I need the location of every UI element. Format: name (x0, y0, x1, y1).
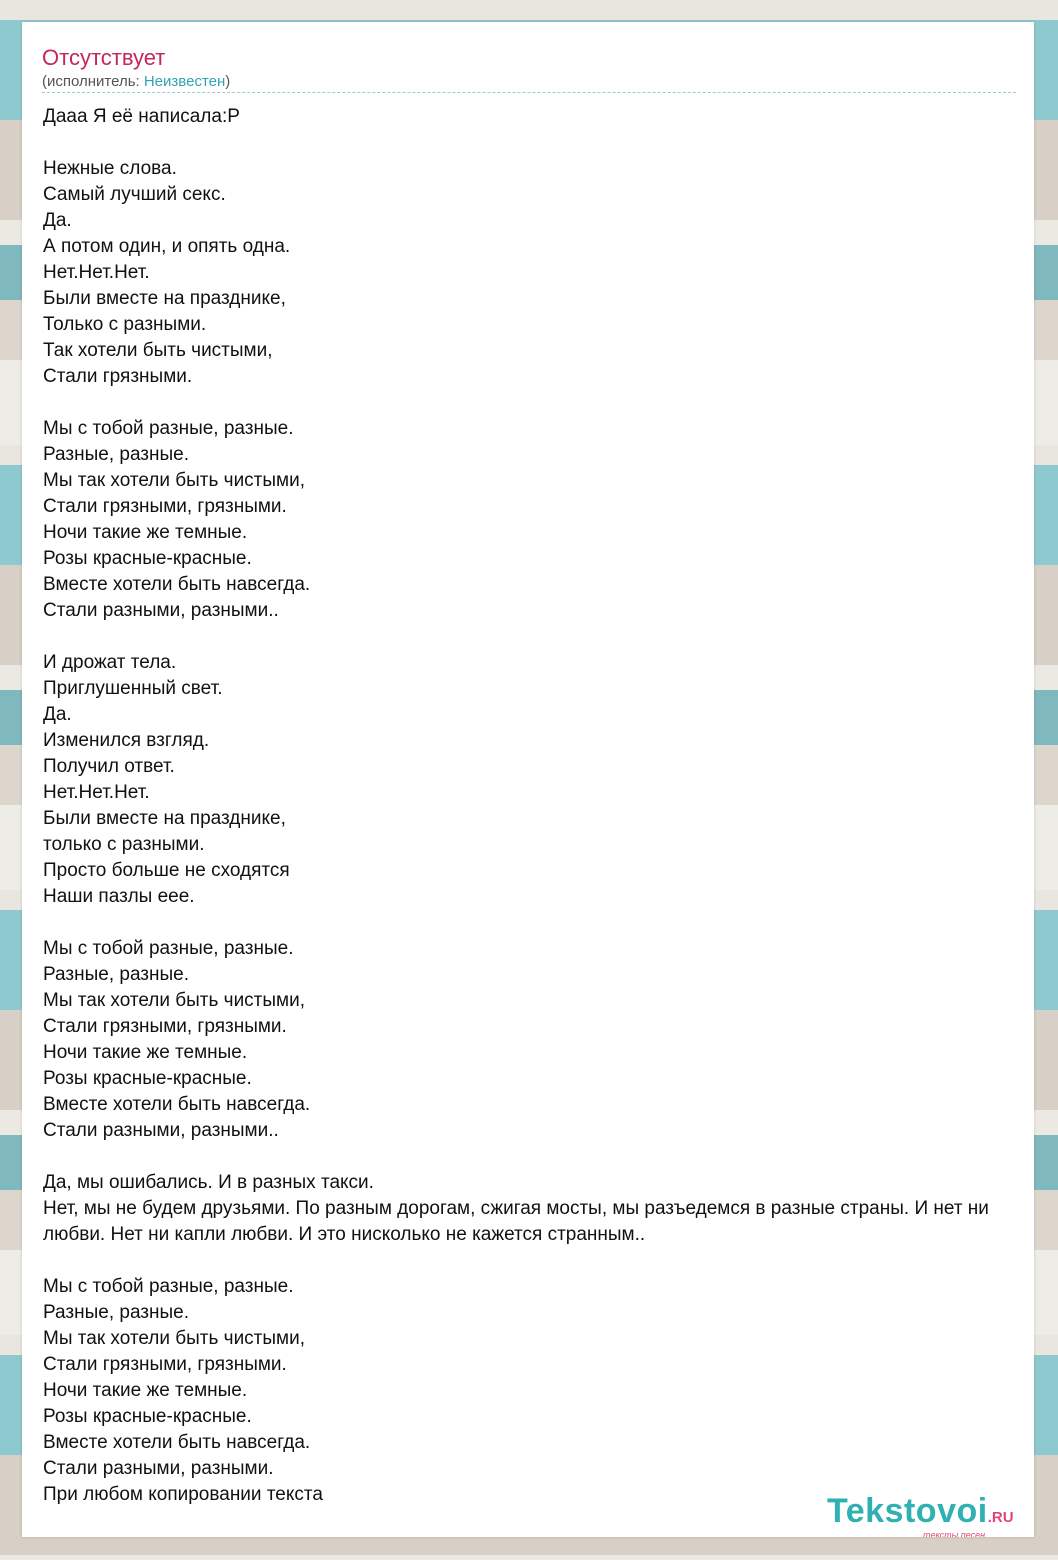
lyrics-line: Стали грязными, грязными. (43, 496, 287, 517)
lyrics-line (43, 624, 1034, 650)
lyrics-line: Нет.Нет.Нет. (43, 262, 150, 283)
lyrics-line: Да, мы ошибались. И в разных такси. (43, 1172, 374, 1193)
lyrics-line: Наши пазлы еее. (43, 886, 195, 907)
performer-suffix: ) (225, 73, 231, 90)
lyrics-line: Приглушенный свет. (43, 678, 223, 699)
lyrics-line: Были вместе на празднике, (43, 808, 286, 829)
lyrics-line: А потом один, и опять одна. (43, 236, 291, 257)
lyrics-line (43, 910, 1034, 936)
lyrics-line: Самый лучший секс. (43, 184, 226, 205)
lyrics-line: Были вместе на празднике, (43, 288, 286, 309)
lyrics-line: Разные, разные. (43, 444, 190, 465)
lyrics-line: Мы так хотели быть чистыми, (43, 1328, 305, 1349)
lyrics-line: Только с разными. (43, 314, 207, 335)
lyrics-line: Ночи такие же темные. (43, 1042, 248, 1063)
lyrics-line: Просто больше не сходятся (43, 860, 290, 881)
lyrics-line: Мы так хотели быть чистыми, (43, 470, 305, 491)
lyrics-line: Стали грязными, грязными. (43, 1354, 287, 1375)
lyrics-line: Вместе хотели быть навсегда. (43, 1094, 311, 1115)
performer-link[interactable]: Неизвестен (143, 73, 226, 90)
lyrics-line (43, 1248, 1034, 1274)
lyrics-line: Разные, разные. (43, 1302, 190, 1323)
performer-prefix: (исполнитель: (42, 73, 144, 90)
lyrics-line: Нет.Нет.Нет. (43, 782, 150, 803)
site-logo[interactable] (827, 1492, 1014, 1537)
performer-line (42, 73, 230, 90)
lyrics-line: Дааа Я её написала:Р (43, 106, 240, 127)
lyrics-line: Стали разными, разными.. (43, 600, 279, 621)
lyrics-line: Мы с тобой разные, разные. (43, 418, 294, 439)
lyrics-line: Разные, разные. (43, 964, 190, 985)
lyrics-line: Нежные слова. (43, 158, 177, 179)
lyrics-line: Да. (43, 704, 72, 725)
lyrics-line: Мы так хотели быть чистыми, (43, 990, 305, 1011)
lyrics-line: Ночи такие же темные. (43, 1380, 248, 1401)
lyrics-line: Да. (43, 210, 72, 231)
lyrics-line: Так хотели быть чистыми, (43, 340, 273, 361)
lyrics-line: И дрожат тела. (43, 652, 177, 673)
lyrics-line: При любом копировании текста (43, 1484, 323, 1505)
lyrics-line (43, 130, 1034, 156)
logo-brand: Tekstovoi (827, 1492, 988, 1530)
lyrics-line: Розы красные-красные. (43, 1068, 252, 1089)
lyrics-line: Нет, мы не будем друзьями. По разным дорогам, сжигая мосты, мы разъедемся в разные страны. И нет ни (43, 1198, 989, 1219)
title-divider (42, 92, 1016, 93)
lyrics-line: Вместе хотели быть навсегда. (43, 1432, 311, 1453)
lyrics-line: Розы красные-красные. (43, 548, 252, 569)
lyrics-line: Изменился взгляд. (43, 730, 210, 751)
song-title: Отсутствует (42, 45, 166, 70)
logo-tagline: тексты песен (923, 1530, 986, 1537)
lyrics-line: Стали грязными, грязными. (43, 1016, 287, 1037)
lyrics-line: Стали грязными. (43, 366, 193, 387)
lyrics-line: только с разными. (43, 834, 205, 855)
lyrics-line: Ночи такие же темные. (43, 522, 248, 543)
lyrics-line (43, 390, 1034, 416)
lyrics-line: Получил ответ. (43, 756, 175, 777)
lyrics-card (22, 22, 1034, 1537)
lyrics-line: любви. Нет ни капли любви. И это нисколько не кажется странным.. (43, 1224, 646, 1245)
lyrics-line: Розы красные-красные. (43, 1406, 252, 1427)
lyrics-line: Вместе хотели быть навсегда. (43, 574, 311, 595)
lyrics-line: Стали разными, разными.. (43, 1120, 279, 1141)
lyrics-text (43, 104, 1034, 1508)
lyrics-line: Стали разными, разными. (43, 1458, 274, 1479)
lyrics-line: Мы с тобой разные, разные. (43, 938, 294, 959)
lyrics-line (43, 1144, 1034, 1170)
lyrics-line: Мы с тобой разные, разные. (43, 1276, 294, 1297)
logo-tld: .RU (987, 1509, 1014, 1526)
